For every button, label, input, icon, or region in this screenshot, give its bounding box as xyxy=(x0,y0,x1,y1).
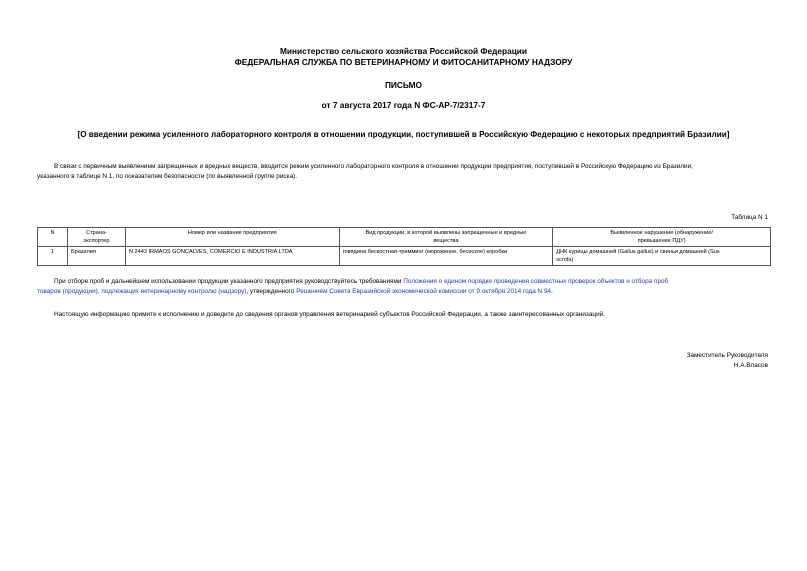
service-name: ФЕДЕРАЛЬНАЯ СЛУЖБА ПО ВЕТЕРИНАРНОМУ И ФИТОСАНИТАРНОМУ НАДЗОРУ xyxy=(234,57,573,67)
para2-line-2 xyxy=(37,287,772,297)
para2-line-1 xyxy=(54,277,774,287)
col-enterprise-header: Номер или название предприятия xyxy=(125,228,339,247)
col-violation-header-line-2: превышение ПДУ) xyxy=(637,238,686,244)
document-title: [О введении режима усиленного лабораторного контроля в отношении продукции, поступившей в Российскую Федерацию с некоторых предприятий Бразилии] xyxy=(77,130,730,139)
col-product-header xyxy=(339,228,553,247)
table-row xyxy=(38,247,771,266)
col-country-header-line-1: Страна- xyxy=(85,230,107,236)
row-country: Бразилия xyxy=(67,247,125,266)
intro-line-1: В связи с первичным выявлением запрещенных и вредных веществ, вводится режим усиленного лабораторного контроля в отношении продукции предприятия, поступившей в Российскую Федерацию из Бразилии, xyxy=(54,163,693,170)
col-violation-header xyxy=(553,228,771,247)
table-caption: Таблица N 1 xyxy=(731,214,768,221)
intro-line-2: указанного в таблице N 1, по показателям безопасности (по выявленной группе риска). xyxy=(37,173,298,180)
para2-text-1: При отборе проб и дальнейшем использовании продукции указанного предприятия руководствуйтесь требованиями xyxy=(54,278,404,285)
decision-link[interactable]: Решением Совета Евразийской экономической комиссии от 9 октября 2014 года N 94 xyxy=(296,288,552,295)
row-product: говядина бескостная-тримминг (мороженое, бесиское) коробки xyxy=(339,247,553,266)
document-type: ПИСЬМО xyxy=(384,80,423,90)
col-country-header-line-2: экспортер xyxy=(83,238,110,244)
row-violation-line-1: ДНК курицы домашней (Gallus gallus) и свиньи домашней (Sus xyxy=(556,249,720,255)
para3: Настоящую информацию примите к исполнению и доведите до сведения органов управления ветеринарией субъектов Российской Федерации, а также заинтересованных организаций. xyxy=(54,311,605,318)
enterprise-table xyxy=(37,227,771,266)
regulation-link[interactable]: Положения о едином порядке проведения совместных проверок объектов и отбора проб xyxy=(403,278,669,285)
col-product-header-line-1: Вид продукции, в которой выявлены запрещенные и вредные xyxy=(365,230,527,236)
document-date-number: от 7 августа 2017 года N ФС-АР-7/2317-7 xyxy=(321,100,486,110)
col-product-header-line-2: вещества xyxy=(433,238,459,244)
row-violation xyxy=(553,247,771,266)
ministry-name: Министерство сельского хозяйства Российской Федерации xyxy=(280,46,527,56)
table-header-row xyxy=(38,228,771,247)
col-country-header xyxy=(67,228,125,247)
col-violation-header-line-1: Выявленное нарушение (обнаружение/ xyxy=(610,230,713,236)
regulation-link-cont[interactable]: товаров (продукции), подлежащих ветеринарному контролю (надзору) xyxy=(37,288,247,295)
signature-name: Н.А.Власов xyxy=(733,362,768,369)
para2-text-2: , утвержденного xyxy=(246,288,297,295)
row-violation-line-2: scrofa) xyxy=(556,257,574,263)
signature-position: Заместитель Руководителя xyxy=(686,352,768,359)
para2-text-3: . xyxy=(551,288,553,295)
row-enterprise: N 2443 IRMAOS GONCALVES, COMERCIO E INDUSTRIA LTDA xyxy=(125,247,339,266)
row-n: 1 xyxy=(38,247,68,266)
col-n-header: N xyxy=(38,228,68,247)
